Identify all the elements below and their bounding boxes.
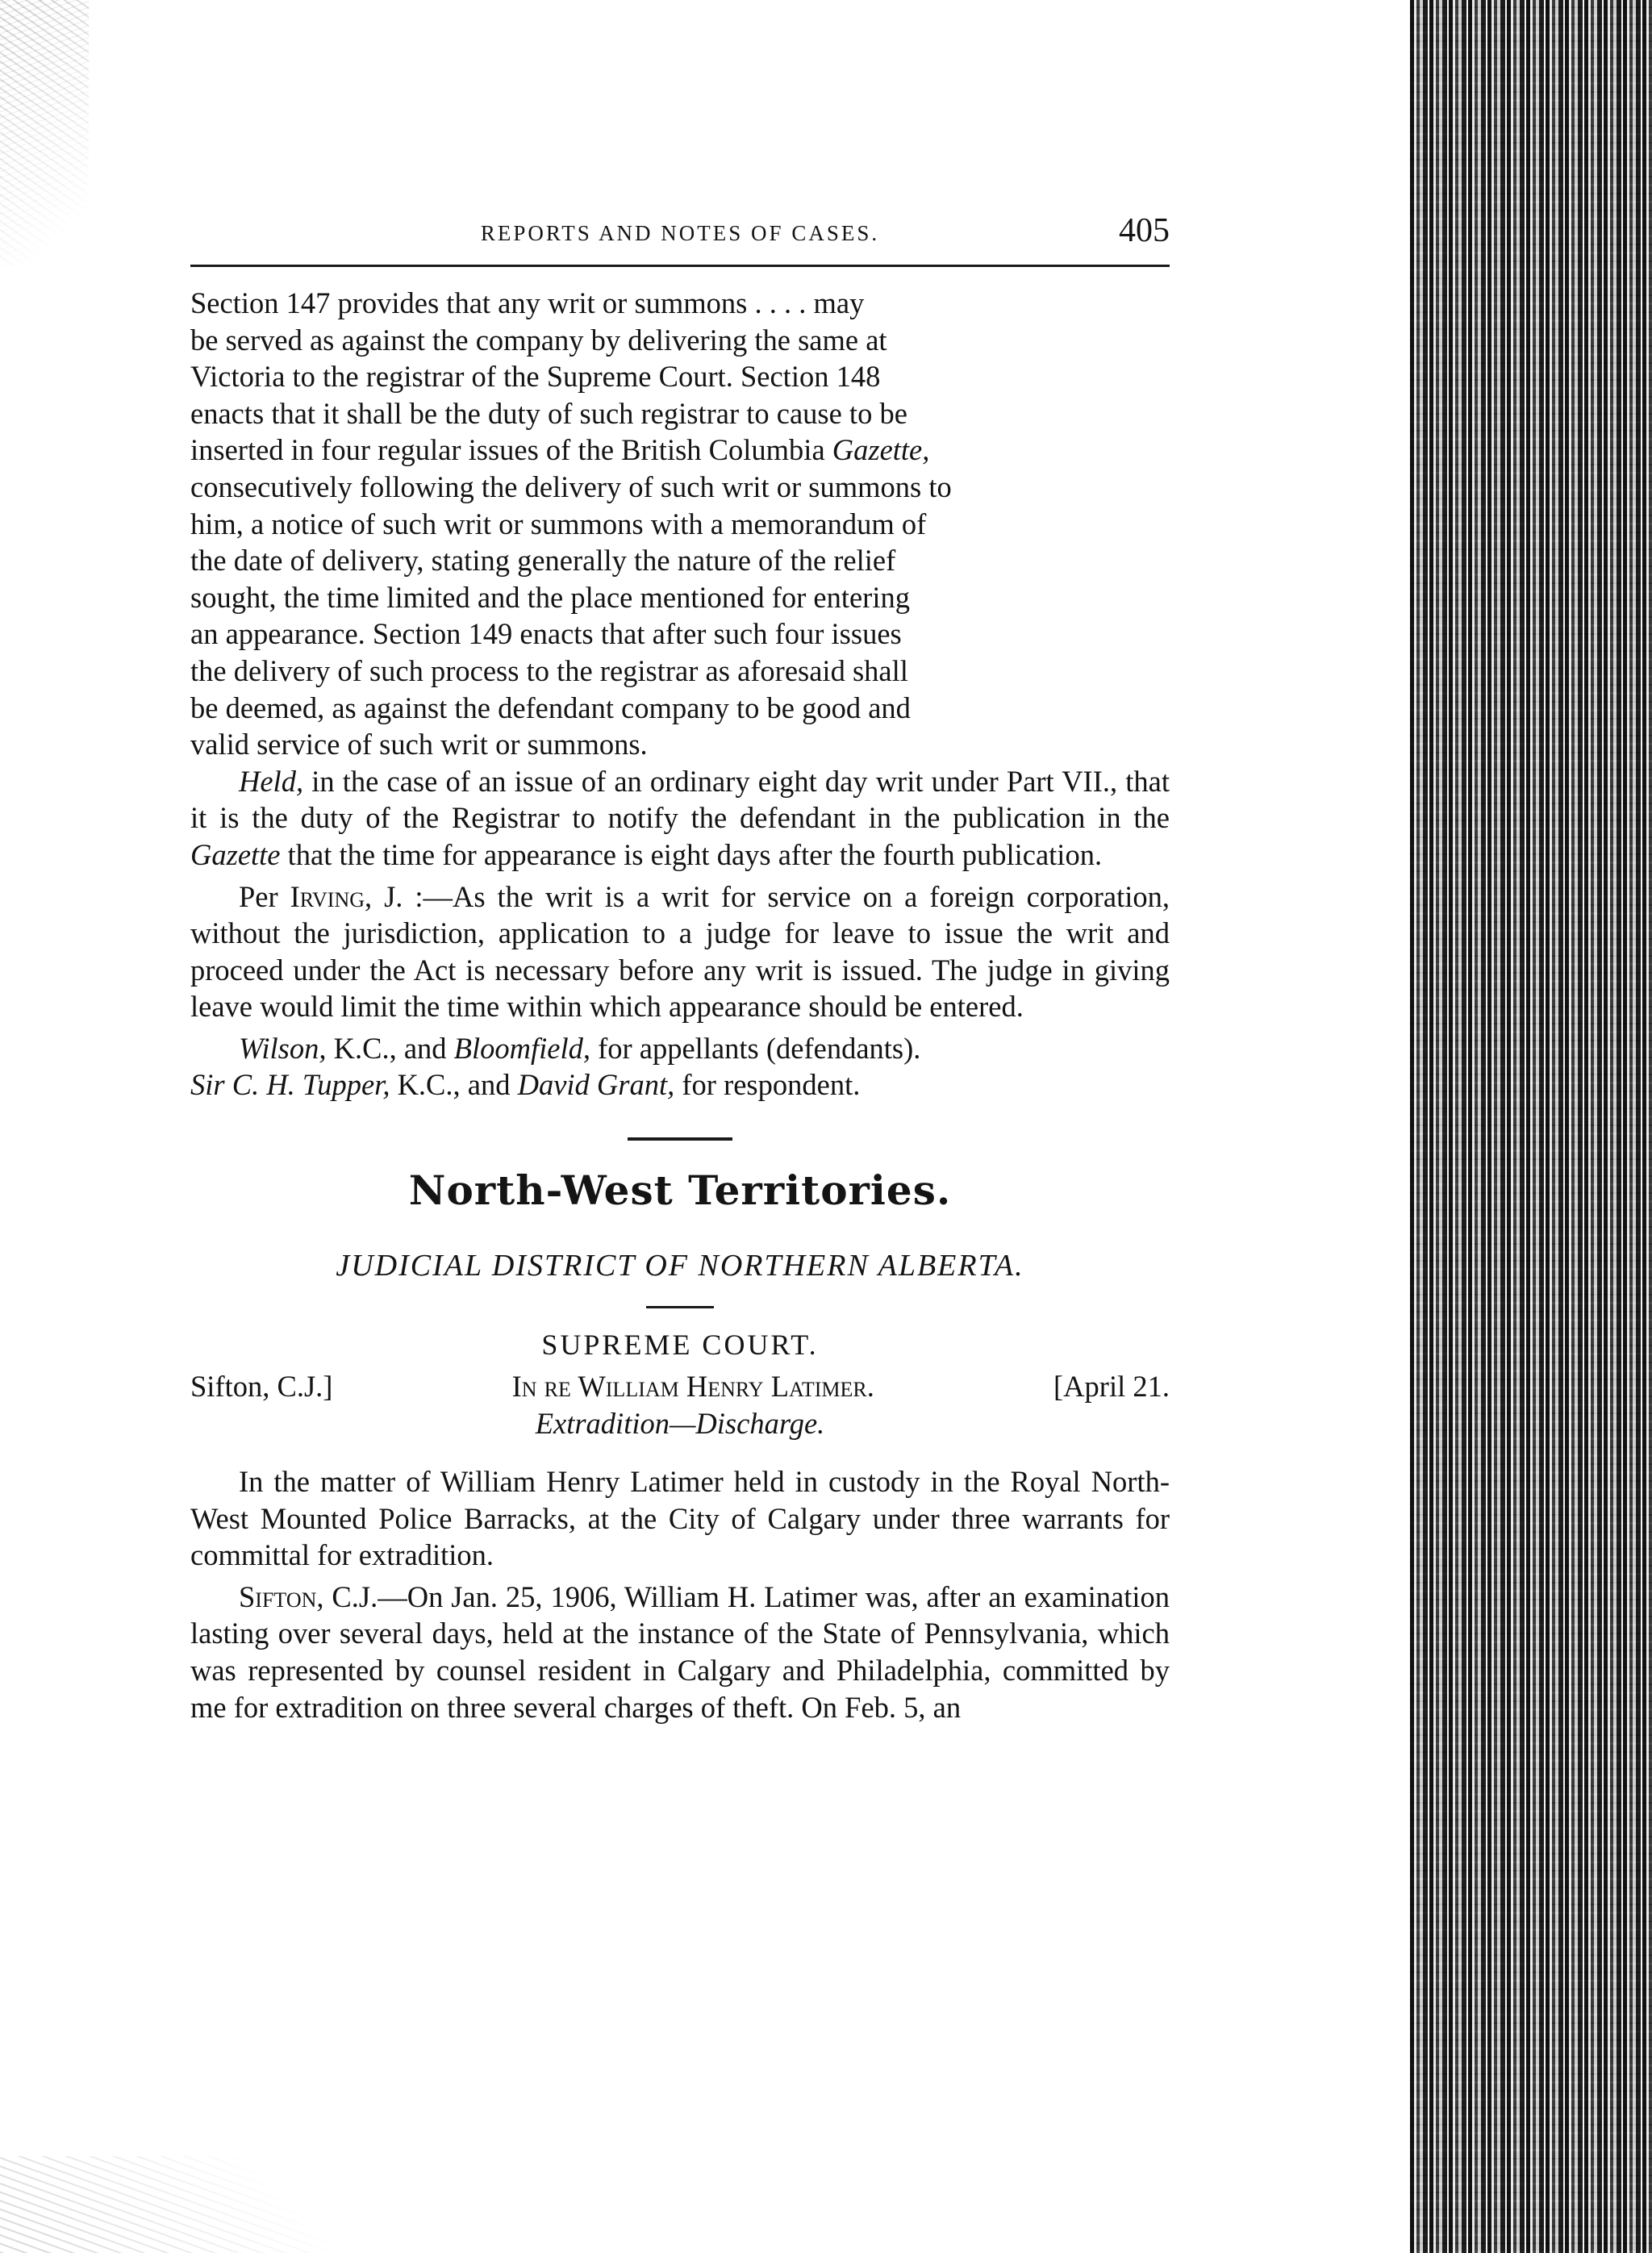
- page: [190, 210, 1170, 1725]
- scan-noise-bottom-left: [0, 2156, 339, 2253]
- case-subject: Extradition—Discharge.: [535, 1407, 825, 1441]
- running-head: [190, 210, 1170, 258]
- text-line: Victoria to the registrar of the Supreme Court. Section 148: [190, 360, 881, 394]
- text-line: enacts that it shall be the duty of such registrar to cause to be: [190, 396, 907, 430]
- case-judge: Sifton, C.J.]: [190, 1370, 333, 1404]
- counsel-text: for appellants (defendants).: [590, 1031, 921, 1065]
- counsel-text: for respondent.: [674, 1068, 861, 1102]
- held-lead: Held,: [239, 764, 304, 798]
- text-line: him, a notice of such writ or summons with a memorandum of: [190, 507, 927, 540]
- text-segment: inserted in four regular issues of the British Columbia: [190, 433, 832, 467]
- held-paragraph: [190, 763, 1170, 874]
- counsel-name: Wilson,: [239, 1031, 327, 1065]
- text-line: [190, 432, 1170, 469]
- header-rule: [190, 265, 1170, 267]
- text-line: Section 147 provides that any writ or summons . . . . may: [190, 286, 865, 319]
- counsel-respondent: [190, 1066, 1170, 1104]
- counsel-name: David Grant,: [517, 1068, 675, 1102]
- district-divider: [646, 1306, 714, 1308]
- case-name: In re William Henry Latimer.: [511, 1370, 874, 1404]
- book-page-edges: [1410, 0, 1652, 2253]
- per-irving-paragraph: [190, 878, 1170, 1025]
- section-divider: [628, 1137, 732, 1141]
- counsel-text: K.C., and: [326, 1031, 454, 1065]
- gazette-title: Gazette: [190, 837, 281, 871]
- text-line: an appearance. Section 149 enacts that after such four issues: [190, 617, 902, 651]
- text-line: sought, the time limited and the place mentioned for entering: [190, 580, 910, 614]
- text-line: be deemed, as against the defendant company to be good and: [190, 691, 911, 724]
- page-number: 405: [1119, 212, 1170, 249]
- case-caption: [190, 1368, 1170, 1405]
- matter-paragraph: In the matter of William Henry Latimer held in custody in the Royal North-West Mounted Police Barracks, at the City of Calgary under three warrants for committal for extradition.: [190, 1465, 1170, 1572]
- judge-name: Sifton: [239, 1579, 317, 1613]
- gazette-title: Gazette,: [832, 433, 930, 467]
- per-irving-text: , J. :—As the writ is a writ for service on a foreign corporation, without the jurisdiction, application to a judge for leave to issue the writ and proceed under the Act is necessary before any writ is issued. The judge in giving leave would limit the time within which appearance should be entered.: [190, 879, 1170, 1024]
- scan-noise-top-left: [0, 0, 89, 266]
- judge-name: Irving: [290, 879, 365, 913]
- statute-paragraph: [190, 285, 1170, 763]
- counsel-name: Sir C. H. Tupper,: [190, 1068, 390, 1102]
- running-head-title: REPORTS AND NOTES OF CASES.: [480, 221, 880, 245]
- court-heading: SUPREME COURT.: [541, 1329, 819, 1362]
- judgment-text: , C.J.—On Jan. 25, 1906, William H. Latimer was, after an examination lasting over several days, held at the instance of the State of Pennsylvania, which was represented by counsel resident in Calgary and Philadelphia, committed by me for extradition on three several charges of theft. On Feb. 5, an: [190, 1579, 1170, 1724]
- per-lead: Per: [239, 879, 290, 913]
- held-text-end: that the time for appearance is eight days after the fourth publication.: [280, 837, 1103, 871]
- judgment-paragraph: [190, 1579, 1170, 1725]
- district-heading: JUDICIAL DISTRICT OF NORTHERN ALBERTA.: [336, 1249, 1024, 1283]
- text-line: consecutively following the delivery of such writ or summons to: [190, 469, 952, 503]
- text-line: the date of delivery, stating generally the nature of the relief: [190, 544, 896, 578]
- text-line: valid service of such writ or summons.: [190, 728, 648, 761]
- text-line: be served as against the company by delivering the same at: [190, 323, 887, 357]
- section-heading: North-West Territories.: [408, 1166, 952, 1215]
- text-line: the delivery of such process to the registrar as aforesaid shall: [190, 653, 908, 687]
- held-text: in the case of an issue of an ordinary eight day writ under Part VII., that it is the duty of the Registrar to notify the defendant in the publication in the: [190, 764, 1170, 835]
- counsel-appellants: [190, 1030, 1170, 1067]
- counsel-text: K.C., and: [390, 1068, 518, 1102]
- case-date: [April 21.: [1053, 1370, 1170, 1404]
- counsel-name: Bloomfield,: [453, 1031, 590, 1065]
